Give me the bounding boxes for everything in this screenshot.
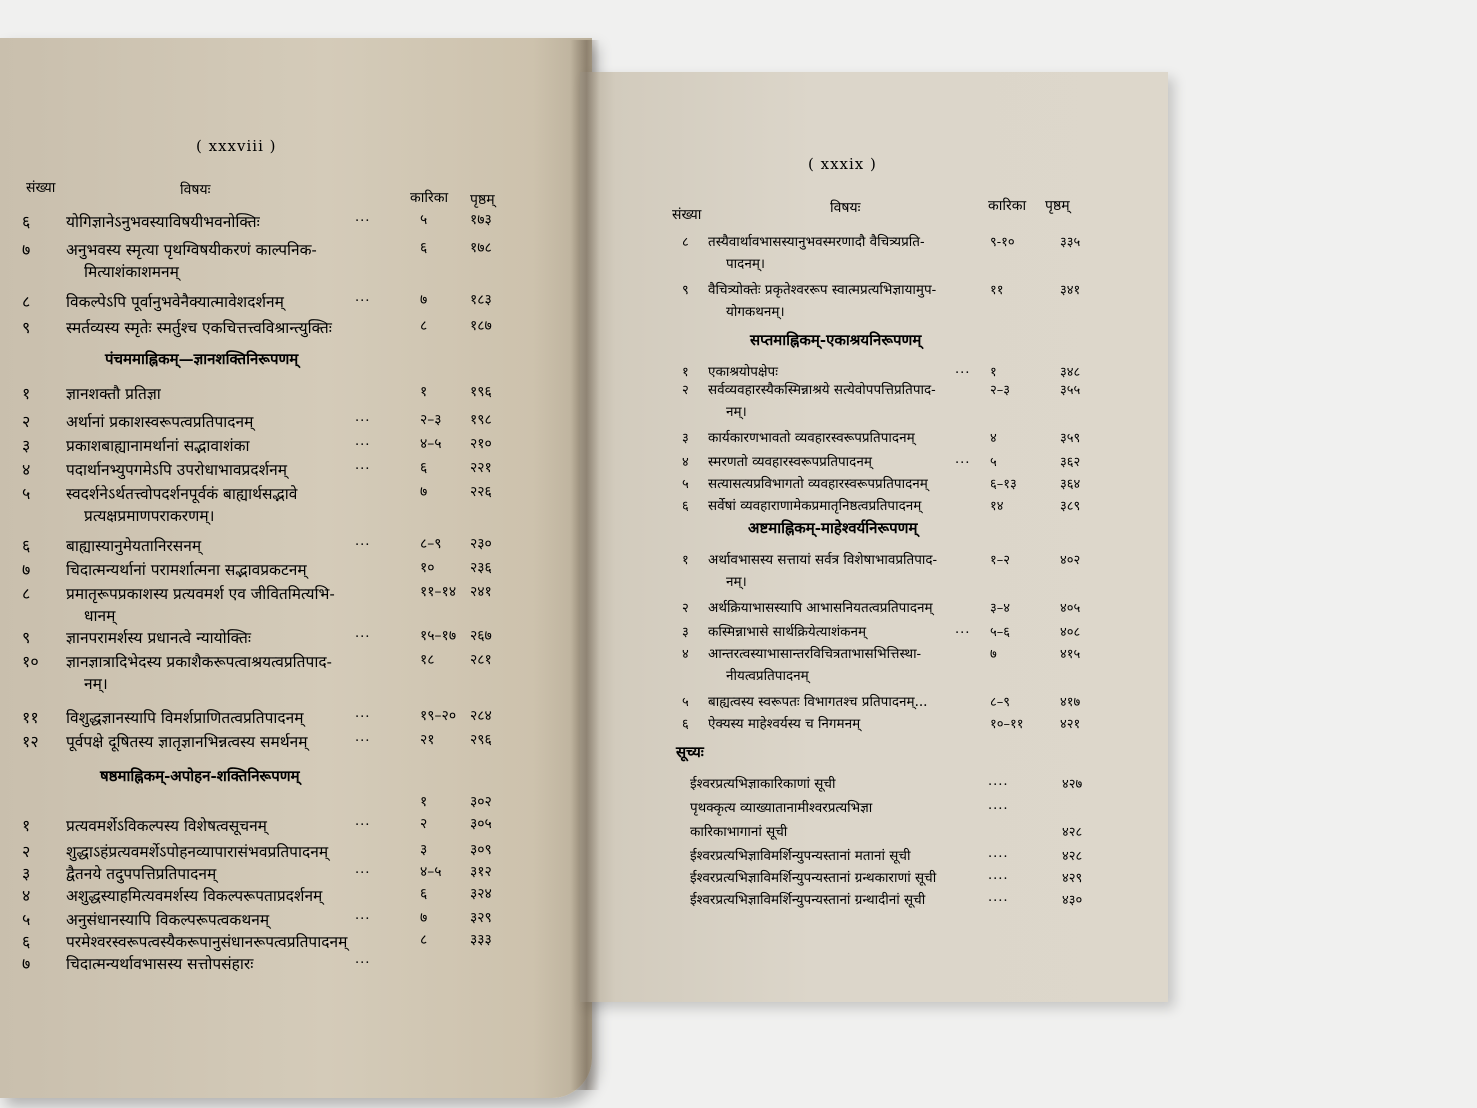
entry-number: ३	[22, 436, 31, 455]
leader-dots: ...	[355, 706, 371, 721]
page-reference: १९६	[470, 384, 492, 400]
karika-range: १०	[420, 560, 435, 576]
right-header-num: संख्या	[672, 207, 702, 223]
karika-range: ७	[420, 292, 428, 308]
karika-range: ४–५	[420, 864, 442, 880]
entry-topic-line: प्रत्यक्षप्रमाणपराकरणम्।	[84, 507, 215, 525]
page-reference: २८१	[470, 652, 492, 668]
left-header-page: पृष्ठम्	[470, 192, 495, 208]
entry-number: ६	[22, 212, 31, 231]
entry-topic-line: अर्थक्रियाभासस्यापि आभासनियतत्वप्रतिपादनम्	[708, 600, 933, 616]
entry-number: ३	[22, 864, 31, 883]
leader-dots: ....	[988, 846, 1009, 861]
karika-range: ६	[420, 886, 428, 902]
page-reference: ३२४	[470, 886, 492, 902]
entry-topic-line: नम्।	[726, 404, 747, 420]
page-reference: ३६४	[1060, 477, 1081, 492]
entry-number: २	[682, 601, 689, 616]
entry-topic-line: ज्ञानशक्तौ प्रतिज्ञा	[66, 385, 161, 403]
karika-range: ३	[420, 842, 428, 858]
entry-number: १२	[22, 732, 39, 751]
leader-dots: ...	[355, 210, 371, 225]
entry-topic-line: सर्वेषां व्यवहाराणामेकप्रमातृनिष्ठत्वप्रतिपादनम्	[708, 498, 922, 514]
karika-range: ११	[990, 283, 1004, 298]
page-reference: ३२९	[470, 910, 492, 926]
entry-topic-line: ज्ञानज्ञात्रादिभेदस्य प्रकाशैकरूपत्वाश्रयत्वप्रतिपाद-	[66, 653, 332, 671]
page-reference: ३५९	[1060, 431, 1081, 446]
entry-number: १	[682, 365, 689, 380]
page-reference: २६७	[470, 628, 492, 644]
leader-dots: ...	[355, 952, 371, 967]
page-reference: ४३०	[1062, 893, 1083, 908]
page-reference: ४१५	[1060, 647, 1081, 662]
karika-range: ८	[420, 318, 428, 334]
entry-number: ९	[22, 628, 31, 647]
karika-range: ७	[990, 647, 997, 662]
page-reference: २३०	[470, 536, 492, 552]
karika-range: ६	[420, 460, 428, 476]
karika-range: ७	[420, 910, 428, 926]
entry-topic-line: ईश्वरप्रत्यभिज्ञाविमर्शिन्युपन्यस्तानां ग्रन्थादीनां सूची	[690, 892, 926, 908]
entry-topic-line: अशुद्धस्याहमित्यवमर्शस्य विकल्परूपताप्रदर्शनम्	[66, 887, 323, 905]
entry-topic-line: ईश्वरप्रत्यभिज्ञाविमर्शिन्युपन्यस्तानां मतानां सूची	[690, 848, 911, 864]
leader-dots: ...	[955, 452, 971, 467]
entry-number: १	[682, 553, 689, 568]
leader-dots: ...	[355, 434, 371, 449]
entry-number: ५	[22, 484, 31, 503]
page-reference: १८७	[470, 318, 492, 334]
leader-dots: ....	[988, 798, 1009, 813]
karika-range: ५	[420, 212, 428, 228]
left-header-num: संख्या	[26, 180, 56, 196]
entry-topic-line: धानम्	[84, 607, 116, 625]
karika-range: २	[420, 816, 428, 832]
page-reference: १९८	[470, 412, 492, 428]
entry-number: ९	[22, 318, 31, 337]
page-reference: २९६	[470, 732, 492, 748]
page-reference: ४१७	[1060, 695, 1081, 710]
karika-range: ८–९	[420, 536, 442, 552]
entry-topic-line: द्वैतनये तदुपपत्तिप्रतिपादनम्	[66, 865, 217, 883]
page-reference: ४०८	[1060, 625, 1081, 640]
karika-range: १४	[990, 499, 1004, 514]
left-section-heading-5: पंचममाह्निकम्—ज्ञानशक्तिनिरूपणम्	[105, 350, 299, 368]
karika-range: ४	[990, 431, 997, 446]
entry-number: ६	[682, 499, 689, 514]
page-reference: ३०२	[470, 794, 492, 810]
entry-number: ४	[22, 886, 31, 905]
book-gutter	[570, 40, 600, 1090]
right-header-topic: विषयः	[830, 200, 861, 216]
right-section-heading-8: अष्टमाह्निकम्-माहेश्वर्यनिरूपणम्	[748, 519, 918, 537]
karika-range: २१	[420, 732, 435, 748]
entry-topic-line: बाह्यास्यानुमेयतानिरसनम्	[66, 537, 202, 555]
page-reference: ४२९	[1062, 871, 1083, 886]
karika-range: १	[420, 384, 428, 400]
entry-topic-line: स्मर्तव्यस्य स्मृतेः स्मर्तुश्च एकचित्तत्त्वविश्रान्त्युक्तिः	[66, 319, 332, 337]
entry-number: ३	[682, 431, 689, 446]
entry-topic-line: पूर्वपक्षे दूषितस्य ज्ञातृज्ञानभिन्नत्वस्य समर्थनम्	[66, 733, 308, 751]
leader-dots: ...	[355, 626, 371, 641]
entry-topic-line: योगकथनम्।	[726, 304, 785, 320]
entry-topic-line: ईश्वरप्रत्यभिज्ञाकारिकाणां सूची	[690, 776, 836, 792]
page-reference: ४२७	[1062, 777, 1083, 792]
entry-number: ८	[22, 292, 31, 311]
page-reference: ३३३	[470, 932, 492, 948]
page-reference: ४२८	[1062, 825, 1083, 840]
entry-number: ५	[22, 910, 31, 929]
page-reference: २१०	[470, 436, 492, 452]
leader-dots: ....	[988, 890, 1009, 905]
right-section-heading-7: सप्तमाह्निकम्-एकाश्रयनिरूपणम्	[750, 331, 922, 349]
entry-number: ५	[682, 695, 689, 710]
entry-number: ३	[682, 625, 689, 640]
karika-range: ९-१०	[990, 235, 1015, 250]
entry-topic-line: आन्तरत्वस्याभासान्तरविचित्रताभासभित्तिस्था-	[708, 646, 922, 662]
entry-topic-line: ऐक्यस्य माहेश्वर्यस्य च निगमनम्	[708, 716, 861, 732]
entry-number: ६	[22, 536, 31, 555]
leader-dots: ...	[355, 290, 371, 305]
leader-dots: ....	[988, 868, 1009, 883]
page-reference: २३६	[470, 560, 492, 576]
karika-range: ६–१३	[990, 477, 1017, 492]
karika-range: ३–४	[990, 601, 1011, 616]
entry-topic-line: वैचित्र्योक्तेः प्रकृतेश्वररूप स्वात्मप्रत्यभिज्ञायामुप-	[708, 282, 937, 298]
karika-range: २–३	[420, 412, 442, 428]
leader-dots: ...	[355, 410, 371, 425]
entry-topic-line: योगिज्ञानेऽनुभवस्याविषयीभवनोक्तिः	[66, 213, 260, 231]
entry-number: ५	[682, 477, 689, 492]
leader-dots: ...	[355, 814, 371, 829]
entry-topic-line: मित्याशंकाशमनम्	[84, 263, 179, 281]
entry-topic-line: अनुसंधानस्यापि विकल्परूपत्वकथनम्	[66, 911, 270, 929]
suchi-heading: सूच्यः	[676, 743, 704, 761]
karika-range: ८–९	[990, 695, 1011, 710]
karika-range: १	[420, 794, 428, 810]
left-page-number: ( xxxviii )	[196, 137, 277, 155]
page-reference: १८३	[470, 292, 492, 308]
leader-dots: ...	[955, 622, 971, 637]
entry-topic-line: नीयत्वप्रतिपादनम्	[726, 668, 809, 684]
entry-topic-line: शुद्धाऽहंप्रत्यवमर्शेऽपोहनव्यापारासंभवप्रतिपादनम्	[66, 843, 329, 861]
karika-range: ८	[420, 932, 428, 948]
entry-topic-line: परमेश्वरस्वरूपत्वस्यैकरूपानुसंधानरूपत्वप्रतिपादनम्	[66, 933, 348, 951]
leader-dots: ...	[355, 908, 371, 923]
page-reference: २२६	[470, 484, 492, 500]
entry-number: ८	[22, 584, 31, 603]
karika-range: १९–२०	[420, 708, 457, 724]
page-reference: ३०९	[470, 842, 492, 858]
entry-number: १०	[22, 652, 39, 671]
entry-number: २	[22, 842, 31, 861]
entry-topic-line: अर्थानां प्रकाशस्वरूपत्वप्रतिपादनम्	[66, 413, 254, 431]
left-section-heading-6: षष्ठमाह्निकम्-अपोहन-शक्तिनिरूपणम्	[100, 767, 300, 785]
entry-topic-line: सर्वव्यवहारस्यैकस्मिन्नाश्रये सत्येवोपपत्तिप्रतिपाद-	[708, 382, 936, 398]
leader-dots: ....	[988, 774, 1009, 789]
entry-number: १	[22, 816, 31, 835]
entry-topic-line: विकल्पेऽपि पूर्वानुभवेनैक्यात्मावेशदर्शनम्	[66, 293, 284, 311]
left-header-karika: कारिका	[410, 190, 449, 206]
karika-range: ४–५	[420, 436, 442, 452]
entry-topic-line: प्रमातृरूपप्रकाशस्य प्रत्यवमर्श एव जीवितमित्यभि-	[66, 585, 335, 603]
page-reference: ३५५	[1060, 383, 1081, 398]
entry-topic-line: बाह्यत्वस्य स्वरूपतः विभागतश्च प्रतिपादनम्...	[708, 694, 928, 710]
leader-dots: ...	[355, 730, 371, 745]
entry-topic-line: सत्यासत्यप्रविभागतो व्यवहारस्वरूपप्रतिपादनम्	[708, 476, 928, 492]
karika-range: ५–६	[990, 625, 1011, 640]
entry-topic-line: चिदात्मन्यर्थावभासस्य सत्तोपसंहारः	[66, 955, 254, 973]
page-reference: ३१२	[470, 864, 492, 880]
right-page-number: ( xxxix )	[808, 155, 877, 173]
page-reference: ३४८	[1060, 365, 1081, 380]
entry-topic-line: अनुभवस्य स्मृत्या पृथग्विषयीकरणं काल्पनिक-	[66, 241, 317, 259]
entry-number: ४	[682, 647, 689, 662]
page-reference: २२१	[470, 460, 492, 476]
entry-topic-line: विशुद्धज्ञानस्यापि विमर्शप्राणितत्वप्रतिपादनम्	[66, 709, 304, 727]
right-header-page: पृष्ठम्	[1045, 198, 1070, 214]
entry-topic-line: प्रकाशबाह्यानामर्थानां सद्भावाशंका	[66, 437, 250, 455]
entry-topic-line: स्वदर्शनेऽर्थतत्त्वोपदर्शनपूर्वकं बाह्यार्थसद्भावे	[66, 485, 298, 503]
entry-number: ७	[22, 240, 31, 259]
entry-number: ४	[22, 460, 31, 479]
right-header-karika: कारिका	[988, 198, 1027, 214]
entry-topic-line: अर्थावभासस्य सत्तायां सर्वत्र विशेषाभावप्रतिपाद-	[708, 552, 938, 568]
entry-number: २	[22, 412, 31, 431]
entry-number: ६	[22, 932, 31, 951]
entry-topic-line: पृथक्कृत्य व्याख्यातानामीश्वरप्रत्यभिज्ञा	[690, 800, 873, 816]
page-reference: ४२८	[1062, 849, 1083, 864]
page-reference: ३४१	[1060, 283, 1081, 298]
page-reference: १७८	[470, 240, 492, 256]
entry-number: ६	[682, 717, 689, 732]
entry-topic-line: प्रत्यवमर्शेऽविकल्पस्य विशेषत्वसूचनम्	[66, 817, 267, 835]
karika-range: १८	[420, 652, 435, 668]
page-reference: २८४	[470, 708, 492, 724]
leader-dots: ...	[355, 458, 371, 473]
entry-topic-line: कारिकाभागानां सूची	[690, 824, 788, 840]
left-header-topic: विषयः	[180, 182, 211, 198]
entry-topic-line: ईश्वरप्रत्यभिज्ञाविमर्शिन्युपन्यस्तानां ग्रन्थकाराणां सूची	[690, 870, 937, 886]
karika-range: १–२	[990, 553, 1011, 568]
karika-range: १०–११	[990, 717, 1024, 732]
leader-dots: ...	[355, 534, 371, 549]
entry-topic-line: पादनम्।	[726, 256, 766, 272]
karika-range: १	[990, 365, 997, 380]
entry-topic-line: ज्ञानपरामर्शस्य प्रधानत्वे न्यायोक्तिः	[66, 629, 251, 647]
karika-range: २–३	[990, 383, 1011, 398]
page-reference: ३३५	[1060, 235, 1081, 250]
entry-topic-line: चिदात्मन्यर्थानां परामर्शात्मना सद्भावप्रकटनम्	[66, 561, 307, 579]
page-reference: २४१	[470, 584, 492, 600]
entry-number: ७	[22, 954, 31, 973]
page-reference: ४०५	[1060, 601, 1081, 616]
page-reference: ४२१	[1060, 717, 1081, 732]
entry-topic-line: कस्मिन्नाभासे सार्थक्रियेत्याशंकनम्	[708, 624, 867, 640]
entry-number: १	[22, 384, 31, 403]
page-reference: ३६२	[1060, 455, 1081, 470]
entry-number: ९	[682, 283, 689, 298]
entry-number: ११	[22, 708, 39, 727]
entry-topic-line: नम्।	[726, 574, 747, 590]
entry-number: ४	[682, 455, 689, 470]
karika-range: ५	[990, 455, 997, 470]
entry-topic-line: पदार्थानभ्युपगमेऽपि उपरोधाभावप्रदर्शनम्	[66, 461, 287, 479]
entry-topic-line: एकाश्रयोपक्षेपः	[708, 364, 778, 380]
karika-range: ११–१४	[420, 584, 457, 600]
entry-topic-line: तस्यैवार्थावभासस्यानुभवस्मरणादौ वैचित्र्यप्रति-	[708, 234, 925, 250]
entry-topic-line: नम्।	[84, 675, 108, 693]
karika-range: ६	[420, 240, 428, 256]
page-reference: १७३	[470, 212, 492, 228]
page-reference: ४०२	[1060, 553, 1081, 568]
entry-number: ८	[682, 235, 689, 250]
karika-range: ७	[420, 484, 428, 500]
page-reference: ३८९	[1060, 499, 1081, 514]
entry-number: ७	[22, 560, 31, 579]
entry-topic-line: कार्यकारणभावतो व्यवहारस्वरूपप्रतिपादनम्	[708, 430, 915, 446]
karika-range: १५–१७	[420, 628, 457, 644]
entry-topic-line: स्मरणतो व्यवहारस्वरूपप्रतिपादनम्	[708, 454, 872, 470]
leader-dots: ...	[955, 362, 971, 377]
leader-dots: ...	[355, 862, 371, 877]
page-reference: ३०५	[470, 816, 492, 832]
entry-number: २	[682, 383, 689, 398]
